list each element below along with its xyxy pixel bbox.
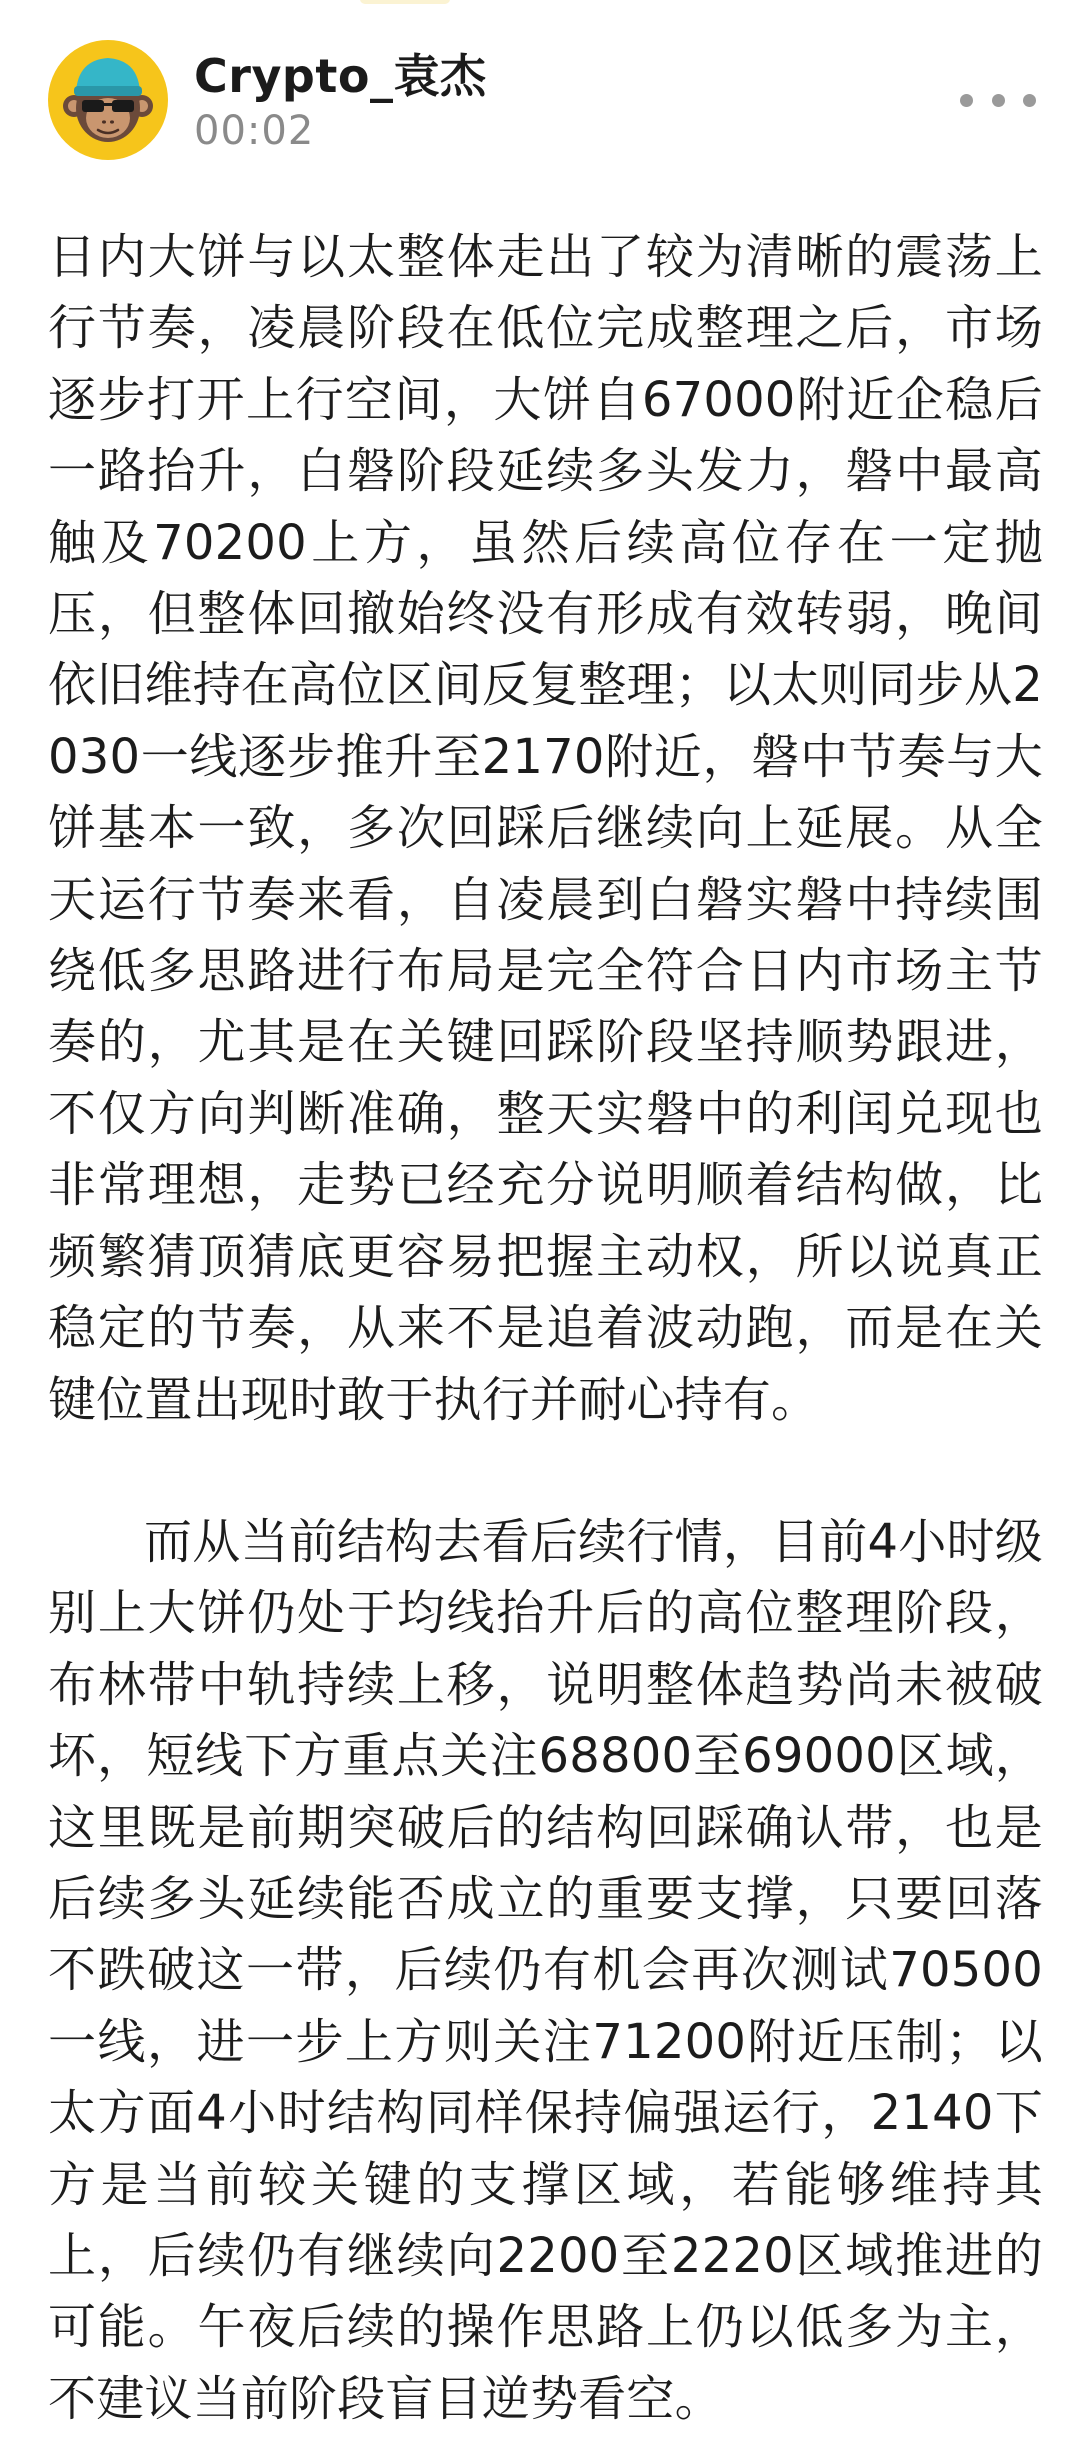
post-paragraph: 日内大饼与以太整体走出了较为清晰的震荡上行节奏，凌晨阶段在低位完成整理之后，市场逐步打开上行空间，大饼自67000附近企稳后一路抬升，白磐阶段延续多头发力，磐中最高触及70200上方，虽然后续高位存在一定抛压，但整体回撤始终没有形成有效转弱，晚间依旧维持在高位区间反复整理；以太则同步从2030一线逐步推升至2170附近，磐中节奏与大饼基本一致，多次回踩后继续向上延展。从全天运行节奏来看，自凌晨到白磐实磐中持续围绕低多思路进行布局是完全符合日内市场主节奏的，尤其是在关键回踩阶段坚持顺势跟进，不仅方向判断准确，整天实磐中的利闰兑现也非常理想，走势已经充分说明顺着结构做，比频繁猜顶猜底更容易把握主动权，所以说真正稳定的节奏，从来不是追着波动跑，而是在关键位置出现时敢于执行并耐心持有。	[48, 229, 1043, 1428]
more-dots-icon	[1023, 94, 1036, 107]
post-paragraph: 而从当前结构去看后续行情，目前4小时级别上大饼仍处于均线抬升后的高位整理阶段，布林带中轨持续上移，说明整体趋势尚未被破坏，短线下方重点关注68800至69000区域，这里既是前期突破后的结构回踩确认带，也是后续多头延续能否成立的重要支撑，只要回落不跌破这一带，后续仍有机会再次测试70500一线，进一步上方则关注71200附近压制；以太方面4小时结构同样保持偏强运行，2140下方是当前较关键的支撑区域，若能够维持其上，后续仍有继续向2200至2220区域推进的可能。午夜后续的操作思路上仍以低多为主，不建议当前阶段盲目逆势看空。	[48, 1513, 1043, 2427]
more-dots-icon	[960, 94, 973, 107]
post-body	[48, 222, 1043, 2435]
more-options-button[interactable]	[960, 80, 1036, 120]
more-dots-icon	[992, 94, 1005, 107]
monkey-avatar-icon[interactable]	[48, 40, 168, 160]
author-name[interactable]: Crypto_袁杰	[194, 49, 487, 103]
post-header	[0, 0, 1080, 190]
post-timestamp: 00:02	[194, 108, 315, 154]
